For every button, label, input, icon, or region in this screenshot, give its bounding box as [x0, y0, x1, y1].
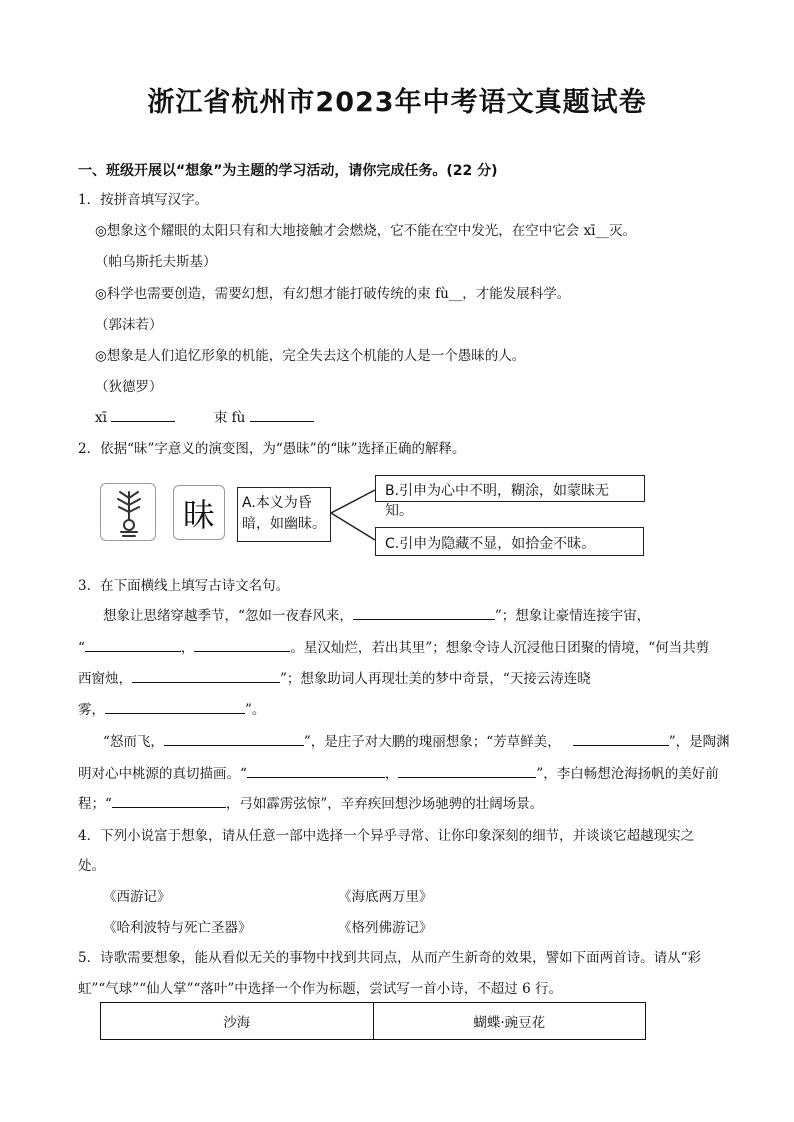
q1-author-2: （郭沫若） — [95, 317, 163, 333]
q3-blank-1[interactable] — [353, 606, 495, 620]
q3-text: 雾， — [78, 702, 105, 718]
q1-quote-2: ◎科学也需要创造，需要幻想，有幻想才能打破传统的束 fù__，才能发展科学。 — [95, 286, 571, 302]
book-option: 《西游记》 — [103, 889, 171, 905]
q3-text: 程；“ — [78, 796, 112, 812]
q3-text: “怒而飞， — [103, 734, 164, 750]
exam-title: 浙江省杭州市2023年中考语文真题试卷 — [147, 87, 647, 118]
q4-prompt-line-1: 4．下列小说富于想象，请从任意一部中选择一个异乎寻常、让你印象深刻的细节，并谈谈它超越现实之 — [78, 828, 695, 844]
book-option: 《哈利波特与死亡圣器》 — [103, 920, 252, 936]
q1-blank-1-label: xī — [95, 410, 107, 426]
q3-text: ”。 — [245, 702, 266, 718]
q3-line-7 — [78, 792, 543, 812]
regular-char-mei: 昧 — [182, 495, 215, 534]
q3-line-6 — [78, 762, 719, 782]
q3-prompt: 3．在下面横线上填写古诗文名句。 — [78, 578, 290, 594]
q3-text: 明对心中桃源的真切描画。“ — [78, 766, 247, 782]
q3-blank-6[interactable] — [164, 732, 304, 746]
q1-author-3: （狄德罗） — [95, 379, 163, 395]
q1-blank-2-label: 束 fù — [213, 410, 246, 426]
oracle-glyph-box — [100, 483, 156, 541]
q3-text: 想象让思绪穿越季节，“忽如一夜春风来， — [103, 608, 353, 624]
book-option: 《格列佛游记》 — [338, 920, 433, 936]
q3-line-5 — [103, 730, 730, 750]
q3-text: 。星汉灿烂，若出其里”；想象令诗人沉浸他日团聚的情境，“何当共剪 — [290, 640, 710, 656]
q3-blank-4[interactable] — [132, 669, 280, 683]
q3-blank-8[interactable] — [247, 764, 385, 778]
meaning-box-a — [237, 487, 331, 542]
q3-blank-2[interactable] — [85, 638, 181, 652]
q3-blank-7[interactable] — [573, 732, 669, 746]
q3-text: 西窗烛， — [78, 671, 132, 687]
q3-text: “ — [78, 640, 85, 656]
q3-text: ， — [384, 766, 399, 782]
q3-text: ”，是陶渊 — [668, 734, 730, 750]
poem-table — [100, 1002, 646, 1040]
q1-answer-row — [95, 406, 314, 426]
poem-title-cell: 沙海 — [101, 1003, 374, 1040]
meaning-a-line-2: 暗，如幽昧。 — [242, 516, 326, 532]
meaning-a-line-1: A.本义为昏 — [242, 495, 312, 511]
q3-blank-5[interactable] — [105, 700, 245, 714]
meaning-c-text: C.引申为隐藏不显，如拾金不昧。 — [385, 536, 596, 552]
oracle-bone-glyph-icon — [101, 484, 157, 542]
q1-author-1: （帕乌斯托夫斯基） — [95, 254, 217, 270]
q3-blank-3[interactable] — [194, 638, 290, 652]
q3-line-2 — [78, 636, 709, 656]
q2-prompt: 2．依据“昧”字意义的演变图，为“愚昧”的“昧”选择正确的解释。 — [78, 441, 466, 457]
q3-text: ”；想象让豪情连接宇宙， — [494, 608, 651, 624]
q3-text: ， — [180, 640, 195, 656]
q3-text: ”；想象助词人再现壮美的梦中奇景，“天接云涛连晓 — [280, 671, 591, 687]
q1-quote-3: ◎想象是人们追忆形象的机能，完全失去这个机能的人是一个愚昧的人。 — [95, 348, 526, 364]
q3-text: ”，李白畅想沧海扬帆的美好前 — [536, 766, 719, 782]
meaning-box-b — [375, 475, 645, 519]
q3-blank-9[interactable] — [398, 764, 536, 778]
q5-prompt-line-2: 虹”“气球”“仙人掌”“落叶”中选择一个作为标题，尝试写一首小诗，不超过 6 行。 — [78, 981, 562, 997]
q1-blank-1[interactable] — [111, 408, 175, 422]
meaning-b-text: B.引申为心中不明，糊涂，如蒙昧无知。 — [385, 483, 610, 519]
q3-text: ”，是庄子对大鹏的瑰丽想象；“芳草鲜美， — [303, 734, 561, 750]
q1-prompt: 1．按拼音填写汉字。 — [78, 192, 209, 208]
q1-quote-1: ◎想象这个耀眼的太阳只有和大地接触才会燃烧，它不能在空中发光，在空中它会 xī__灭。 — [95, 223, 637, 239]
q5-prompt-line-1: 5．诗歌需要想象，能从看似无关的事物中找到共同点，从而产生新奇的效果，譬如下面两首诗。请从“彩 — [78, 950, 701, 966]
book-option: 《海底两万里》 — [338, 889, 433, 905]
q3-text: ，弓如霹雳弦惊”，辛弃疾回想沙场驰骋的壮阔场景。 — [225, 796, 544, 812]
q3-line-3 — [78, 667, 591, 687]
q1-blank-2[interactable] — [250, 408, 314, 422]
branch-lines — [329, 486, 377, 546]
table-row — [101, 1003, 646, 1040]
regular-glyph-box — [173, 485, 225, 540]
q3-blank-10[interactable] — [112, 794, 226, 808]
poem-title-cell: 蝴蝶·豌豆花 — [373, 1003, 646, 1040]
q3-line-4 — [78, 698, 265, 718]
meaning-box-c — [375, 527, 644, 556]
section-1-heading: 一、班级开展以“想象”为主题的学习活动，请你完成任务。(22 分) — [78, 163, 498, 179]
q3-line-1 — [103, 604, 650, 624]
q4-prompt-line-2: 处。 — [78, 858, 105, 874]
